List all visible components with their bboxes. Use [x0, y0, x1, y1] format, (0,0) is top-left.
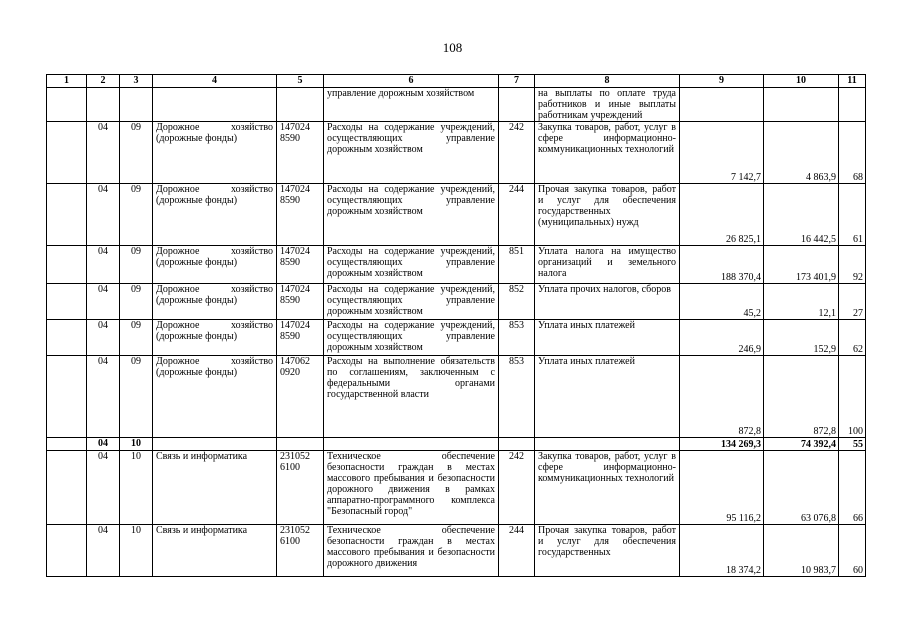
cell-expense-type: 244	[499, 184, 535, 246]
cell-col1	[47, 525, 87, 577]
col-header: 4	[153, 75, 277, 88]
cell-section: 04	[87, 246, 120, 284]
cell-description: Техническое обеспечение безопасности граждан в местах массового пребывания и безопасности дорожного движения в рамках аппаратно-программного комплекса "Безопасный город"	[324, 451, 499, 525]
cell-target-code	[277, 438, 324, 451]
cell-expense-name: на выплаты по оплате труда работников и иные выплаты работникам учреждений	[535, 88, 680, 122]
cell-name: Дорожное хозяйство (дорожные фонды)	[153, 284, 277, 320]
cell-expense-type: 851	[499, 246, 535, 284]
cell-col1	[47, 122, 87, 184]
cell-percent: 100	[839, 356, 866, 438]
cell-expense-type: 242	[499, 451, 535, 525]
table-row	[47, 246, 866, 284]
cell-target-code: 147024 8590	[277, 184, 324, 246]
cell-expense-type	[499, 438, 535, 451]
cell-subsection: 10	[120, 525, 153, 577]
cell-col1	[47, 246, 87, 284]
budget-table	[46, 74, 866, 577]
cell-subsection: 09	[120, 246, 153, 284]
cell-percent: 55	[839, 438, 866, 451]
cell-plan: 872,8	[680, 356, 764, 438]
cell-section: 04	[87, 356, 120, 438]
cell-executed: 872,8	[764, 356, 839, 438]
cell-target-code: 147024 8590	[277, 246, 324, 284]
cell-subsection: 09	[120, 356, 153, 438]
cell-target-code: 147024 8590	[277, 122, 324, 184]
cell-name: Связь и информатика	[153, 525, 277, 577]
cell-subsection: 09	[120, 320, 153, 356]
col-header: 5	[277, 75, 324, 88]
cell-expense-name: Уплата налога на имущество организаций и земельного налога	[535, 246, 680, 284]
cell-name	[153, 88, 277, 122]
cell-expense-name: Уплата прочих налогов, сборов	[535, 284, 680, 320]
cell-executed: 16 442,5	[764, 184, 839, 246]
cell-percent: 27	[839, 284, 866, 320]
cell-description: Расходы на содержание учреждений, осуществляющих управление дорожным хозяйством	[324, 246, 499, 284]
cell-col1	[47, 320, 87, 356]
cell-plan: 45,2	[680, 284, 764, 320]
cell-plan: 95 116,2	[680, 451, 764, 525]
cell-section: 04	[87, 451, 120, 525]
cell-description: Расходы на содержание учреждений, осуществляющих управление дорожным хозяйством	[324, 284, 499, 320]
cell-percent: 92	[839, 246, 866, 284]
cell-executed: 4 863,9	[764, 122, 839, 184]
cell-executed: 74 392,4	[764, 438, 839, 451]
cell-target-code: 231052 6100	[277, 451, 324, 525]
cell-section: 04	[87, 525, 120, 577]
cell-percent: 68	[839, 122, 866, 184]
col-header: 3	[120, 75, 153, 88]
table-row	[47, 320, 866, 356]
cell-target-code	[277, 88, 324, 122]
cell-executed: 12,1	[764, 284, 839, 320]
cell-expense-name	[535, 438, 680, 451]
cell-subsection: 10	[120, 438, 153, 451]
table-row	[47, 284, 866, 320]
cell-name: Дорожное хозяйство (дорожные фонды)	[153, 122, 277, 184]
cell-col1	[47, 451, 87, 525]
cell-plan: 18 374,2	[680, 525, 764, 577]
table-row	[47, 356, 866, 438]
cell-executed	[764, 88, 839, 122]
cell-subsection: 09	[120, 284, 153, 320]
cell-expense-name: Уплата иных платежей	[535, 320, 680, 356]
cell-percent: 62	[839, 320, 866, 356]
cell-subsection: 09	[120, 184, 153, 246]
cell-percent	[839, 88, 866, 122]
cell-expense-type: 853	[499, 320, 535, 356]
cell-executed: 63 076,8	[764, 451, 839, 525]
cell-description: управление дорожным хозяйством	[324, 88, 499, 122]
cell-expense-type	[499, 88, 535, 122]
cell-expense-type: 242	[499, 122, 535, 184]
cell-name: Связь и информатика	[153, 451, 277, 525]
col-header: 11	[839, 75, 866, 88]
col-header: 6	[324, 75, 499, 88]
cell-plan: 188 370,4	[680, 246, 764, 284]
col-header: 10	[764, 75, 839, 88]
cell-name: Дорожное хозяйство (дорожные фонды)	[153, 246, 277, 284]
header-row	[47, 75, 866, 88]
cell-executed: 173 401,9	[764, 246, 839, 284]
cell-col1	[47, 284, 87, 320]
col-header: 1	[47, 75, 87, 88]
cell-expense-name: Прочая закупка товаров, работ и услуг для обеспечения государственных (муниципальных) нужд	[535, 184, 680, 246]
cell-expense-type: 244	[499, 525, 535, 577]
cell-plan: 246,9	[680, 320, 764, 356]
cell-plan: 7 142,7	[680, 122, 764, 184]
cell-percent: 61	[839, 184, 866, 246]
col-header: 8	[535, 75, 680, 88]
cell-description	[324, 438, 499, 451]
cell-section: 04	[87, 320, 120, 356]
cell-expense-name: Уплата иных платежей	[535, 356, 680, 438]
cell-target-code: 147062 0920	[277, 356, 324, 438]
cell-percent: 60	[839, 525, 866, 577]
cell-expense-type: 852	[499, 284, 535, 320]
cell-description: Расходы на выполнение обязательств по соглашениям, заключенным с федеральными органами государственной власти	[324, 356, 499, 438]
cell-section: 04	[87, 438, 120, 451]
table-row	[47, 525, 866, 577]
cell-name: Дорожное хозяйство (дорожные фонды)	[153, 184, 277, 246]
page-number: 108	[442, 40, 463, 55]
cell-description: Расходы на содержание учреждений, осуществляющих управление дорожным хозяйством	[324, 320, 499, 356]
cell-col1	[47, 184, 87, 246]
cell-description: Техническое обеспечение безопасности граждан в местах массового пребывания и безопасности дорожного движения	[324, 525, 499, 577]
cell-section	[87, 88, 120, 122]
table-row	[47, 451, 866, 525]
cell-target-code: 147024 8590	[277, 320, 324, 356]
cell-plan	[680, 88, 764, 122]
cell-name	[153, 438, 277, 451]
cell-expense-name: Закупка товаров, работ, услуг в сфере информационно-коммуникационных технологий	[535, 451, 680, 525]
cell-executed: 152,9	[764, 320, 839, 356]
cell-subsection	[120, 88, 153, 122]
cell-expense-name: Прочая закупка товаров, работ и услуг для обеспечения государственных	[535, 525, 680, 577]
table-row	[47, 438, 866, 451]
cell-description: Расходы на содержание учреждений, осуществляющих управление дорожным хозяйством	[324, 122, 499, 184]
table-row	[47, 88, 866, 122]
cell-section: 04	[87, 122, 120, 184]
cell-target-code: 231052 6100	[277, 525, 324, 577]
col-header: 2	[87, 75, 120, 88]
cell-expense-type: 853	[499, 356, 535, 438]
cell-subsection: 10	[120, 451, 153, 525]
cell-section: 04	[87, 284, 120, 320]
cell-col1	[47, 356, 87, 438]
col-header: 7	[499, 75, 535, 88]
table-row	[47, 184, 866, 246]
cell-section: 04	[87, 184, 120, 246]
cell-plan: 26 825,1	[680, 184, 764, 246]
cell-target-code: 147024 8590	[277, 284, 324, 320]
cell-subsection: 09	[120, 122, 153, 184]
cell-name: Дорожное хозяйство (дорожные фонды)	[153, 320, 277, 356]
cell-plan: 134 269,3	[680, 438, 764, 451]
cell-percent: 66	[839, 451, 866, 525]
cell-expense-name: Закупка товаров, работ, услуг в сфере информационно-коммуникационных технологий	[535, 122, 680, 184]
col-header: 9	[680, 75, 764, 88]
cell-executed: 10 983,7	[764, 525, 839, 577]
cell-description: Расходы на содержание учреждений, осуществляющих управление дорожным хозяйством	[324, 184, 499, 246]
cell-name: Дорожное хозяйство (дорожные фонды)	[153, 356, 277, 438]
cell-col1	[47, 88, 87, 122]
table-row	[47, 122, 866, 184]
cell-col1	[47, 438, 87, 451]
